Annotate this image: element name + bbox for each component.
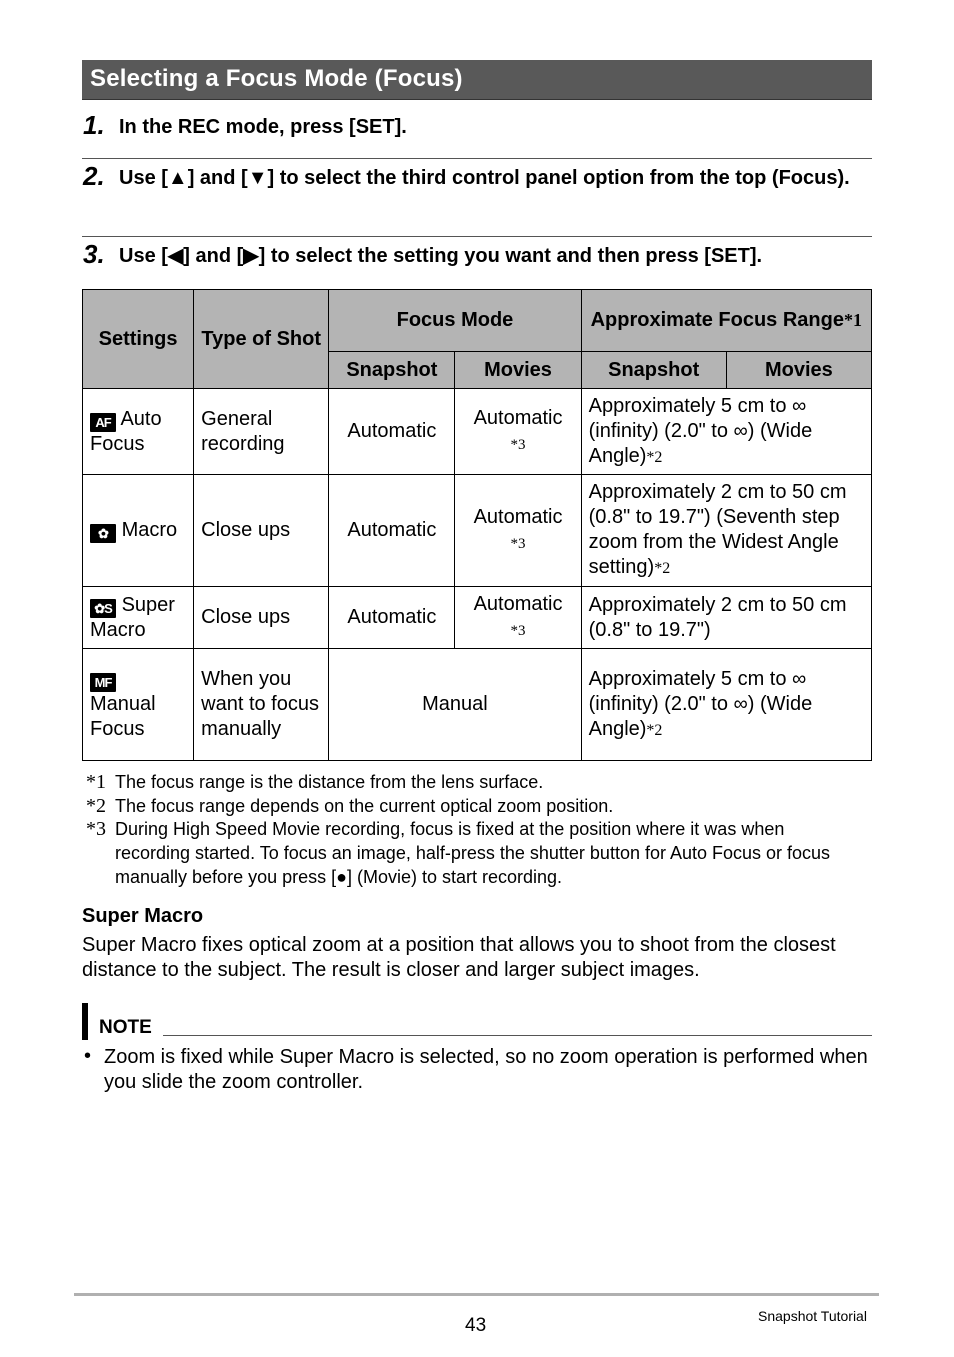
mf-icon: MF	[90, 673, 116, 692]
note-marker	[82, 1003, 88, 1040]
footnote-ref: *3	[510, 436, 526, 453]
footer-title: Snapshot Tutorial	[758, 1308, 867, 1324]
step-3-text: Use [◀] and [▶] to select the setting you want and then press [SET].	[119, 245, 763, 267]
header-type-of-shot: Type of Shot	[194, 290, 329, 389]
footnote-ref: *2	[646, 448, 663, 466]
header-movies: Movies	[455, 352, 581, 389]
movies-mode-label: Automatic	[473, 406, 563, 429]
step-1-number: 1.	[83, 110, 105, 140]
movies-mode-cell	[455, 389, 581, 475]
step-2-number: 2.	[83, 161, 105, 191]
header-approx-range	[581, 290, 871, 352]
footnote-text: During High Speed Movie recording, focus is fixed at the position where it was when recording started. To focus an image, half-press the shutter button for Auto Focus or focus manually before you press [●] (Movie) to start recording.	[115, 819, 831, 887]
page-number: 43	[465, 1315, 487, 1336]
footnote-ref: *3	[510, 622, 526, 639]
header-settings: Settings	[83, 290, 194, 389]
header-approx-range-label: Approximate Focus Range	[590, 309, 844, 331]
movies-mode-cell	[455, 587, 581, 649]
footnote-2	[86, 794, 872, 818]
setting-cell	[83, 587, 194, 649]
range-cell	[581, 587, 871, 649]
footnote-1	[86, 770, 872, 794]
table-row	[83, 389, 872, 475]
range-cell	[581, 475, 871, 587]
footnote-ref: *1	[844, 310, 862, 330]
movies-mode-label: Automatic	[473, 592, 563, 615]
table-row	[83, 475, 872, 587]
range-cell	[581, 389, 871, 475]
step-2-text: Use [▲] and [▼] to select the third control panel option from the top (Focus).	[119, 167, 850, 189]
bullet-icon: •	[84, 1045, 92, 1067]
footnote-ref: *2	[646, 721, 663, 739]
focus-mode-table	[82, 289, 872, 761]
footnote-text: The focus range depends on the current optical zoom position.	[115, 796, 614, 816]
footnote-mark: *1	[86, 771, 106, 793]
step-divider	[82, 236, 872, 237]
setting-cell	[83, 389, 194, 475]
step-divider	[82, 158, 872, 159]
range-text: Approximately 2 cm to 50 cm (0.8" to 19.7") (Seventh step zoom from the Widest Angle setting)	[588, 481, 847, 578]
note-label: NOTE	[99, 1017, 152, 1038]
setting-cell	[83, 475, 194, 587]
movies-mode-label: Automatic	[473, 505, 563, 528]
movies-mode-cell	[455, 475, 581, 587]
footnote-text: The focus range is the distance from the lens surface.	[115, 772, 544, 792]
header-movies: Movies	[726, 352, 871, 389]
super-macro-paragraph: Super Macro fixes optical zoom at a position that allows you to shoot from the closest distance to the subject. The result is closer and larger subject images.	[82, 934, 836, 981]
table-row	[83, 587, 872, 649]
footnote-ref: *3	[510, 535, 526, 552]
range-text: Approximately 2 cm to 50 cm (0.8" to 19.7")	[588, 593, 847, 641]
type-cell: When you want to focus manually	[194, 649, 329, 761]
setting-label: Auto Focus	[90, 407, 162, 455]
header-focus-mode: Focus Mode	[329, 290, 581, 352]
setting-cell	[83, 649, 194, 761]
snapshot-mode-cell: Automatic	[329, 587, 455, 649]
footnote-mark: *2	[86, 795, 106, 817]
section-title: Selecting a Focus Mode (Focus)	[90, 65, 463, 92]
focus-mode-cell: Manual	[329, 649, 581, 761]
note-divider	[163, 1035, 872, 1036]
section-header-bar	[82, 60, 872, 100]
setting-label: Macro	[121, 519, 178, 541]
header-snapshot: Snapshot	[329, 352, 455, 389]
table-row	[83, 649, 872, 761]
type-cell: General recording	[194, 389, 329, 475]
footnote-3	[86, 817, 872, 889]
footnote-mark: *3	[86, 818, 106, 840]
super-macro-heading: Super Macro	[82, 905, 204, 927]
af-icon: AF	[90, 413, 116, 432]
step-1-text: In the REC mode, press [SET].	[119, 116, 407, 138]
range-text: Approximately 5 cm to ∞ (infinity) (2.0" to ∞) (Wide Angle)	[588, 394, 813, 467]
range-cell	[581, 649, 871, 761]
setting-label: Manual Focus	[90, 693, 156, 740]
snapshot-mode-cell: Automatic	[329, 475, 455, 587]
footer-divider	[74, 1293, 879, 1296]
setting-label: Super Macro	[90, 593, 175, 641]
footnote-ref: *2	[654, 560, 671, 577]
range-text: Approximately 5 cm to ∞ (infinity) (2.0" to ∞) (Wide Angle)	[588, 667, 813, 740]
macro-flower-icon: ✿	[90, 524, 116, 543]
super-macro-icon: ✿S	[90, 599, 116, 618]
step-3-number: 3.	[83, 239, 105, 269]
type-cell: Close ups	[194, 475, 329, 587]
header-snapshot: Snapshot	[581, 352, 726, 389]
note-text: Zoom is fixed while Super Macro is selected, so no zoom operation is performed when you slide the zoom controller.	[104, 1046, 868, 1093]
type-cell: Close ups	[194, 587, 329, 649]
snapshot-mode-cell: Automatic	[329, 389, 455, 475]
